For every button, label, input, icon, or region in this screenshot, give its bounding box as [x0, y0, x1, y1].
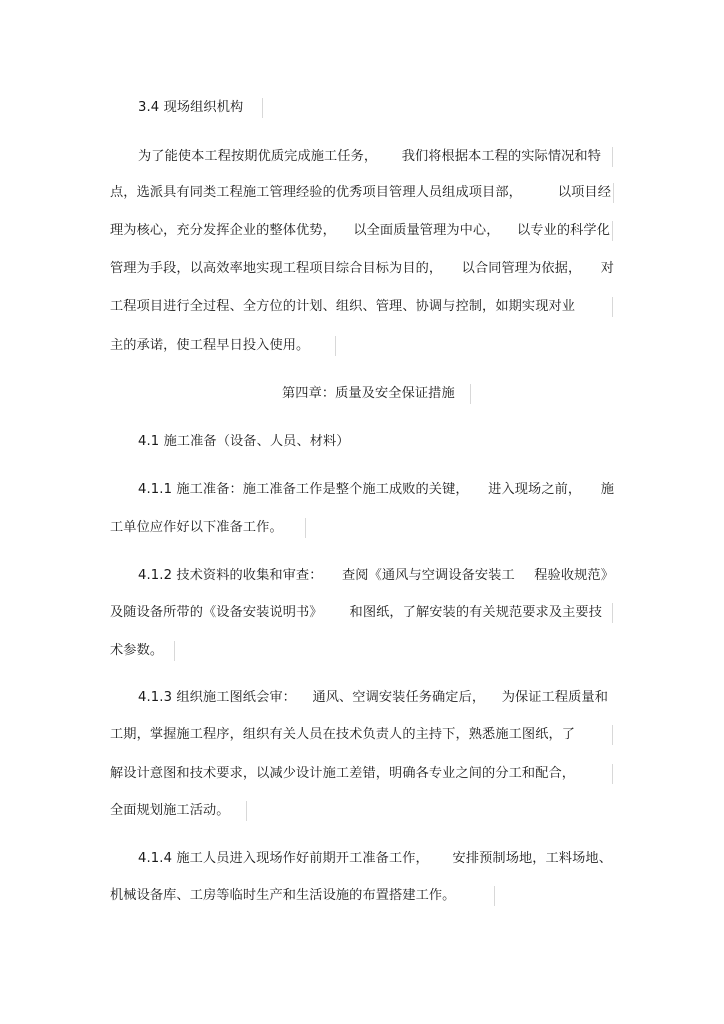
- text-segment: 通风、空调安装任务确定后，: [312, 690, 486, 705]
- text-segment: 查阅《通风与空调设备安装工: [342, 568, 515, 583]
- text-segment: 及随设备所带的《设备安装说明书》: [110, 605, 323, 620]
- text-segment: 以项目经: [557, 185, 611, 200]
- paragraph-line: 解设计意图和技术要求，以减少设计施工差错，明确各专业之间的分工和配合，: [110, 766, 576, 781]
- scan-tick: [470, 384, 471, 404]
- scan-tick: [612, 603, 613, 623]
- paragraph-line: [110, 184, 611, 202]
- text-segment: 以全面质量管理为中心，: [353, 223, 500, 238]
- text-segment: 4.1.1 施工准备：施工准备工作是整个施工成败的关键，: [138, 482, 469, 497]
- paragraph-line: [138, 850, 612, 868]
- text-segment: 管理为手段，以高效率地实现工程项目综合目标为目的，: [110, 261, 443, 276]
- scan-tick: [494, 886, 495, 906]
- paragraph-line: 机械设备库、工房等临时生产和生活设施的布置搭建工作。: [110, 888, 456, 903]
- paragraph-line: 工单位应作好以下准备工作。: [110, 520, 283, 535]
- text-segment: 4.1.2 技术资料的收集和审查：: [138, 568, 323, 583]
- scan-tick: [612, 725, 613, 745]
- text-segment: 以专业的科学化: [516, 223, 610, 238]
- paragraph-line: [138, 689, 608, 707]
- scan-tick: [612, 297, 613, 317]
- scan-tick: [612, 764, 613, 784]
- scan-tick: [262, 98, 263, 118]
- section-heading-4-1: 4.1 施工准备（设备、人员、材料）: [138, 434, 350, 449]
- text-segment: 程验收规范》: [534, 568, 614, 583]
- paragraph-line: 工期，掌握施工程序，组织有关人员在技术负责人的主持下，熟悉施工图纸，了: [110, 727, 576, 742]
- scan-tick: [305, 518, 306, 538]
- text-segment: 以合同管理为依据，: [461, 261, 582, 276]
- text-segment: 4.1.4 施工人员进入现场作好前期开工准备工作，: [138, 851, 429, 866]
- text-segment: 4.1.3 组织施工图纸会审：: [138, 690, 296, 705]
- text-segment: 安排预制场地，工料场地、: [452, 851, 612, 866]
- paragraph-line: [110, 604, 602, 622]
- text-segment: 施: [600, 482, 614, 497]
- text-segment: 对: [600, 261, 614, 276]
- scan-tick: [612, 221, 613, 241]
- scan-tick: [612, 147, 613, 167]
- paragraph-line: [138, 481, 614, 499]
- paragraph-line: 主的承诺，使工程早日投入使用。: [110, 338, 310, 353]
- text-segment: 理为核心，充分发挥企业的整体优势，: [110, 223, 336, 238]
- text-segment: 为保证工程质量和: [501, 690, 608, 705]
- paragraph-line: [110, 222, 610, 240]
- paragraph-line: [138, 567, 614, 585]
- paragraph-line: [138, 148, 601, 166]
- text-segment: 为了能使本工程按期优质完成施工任务，: [138, 149, 378, 164]
- text-segment: 和图纸，了解安装的有关规范要求及主要技: [349, 605, 602, 620]
- text-segment: 点，选派具有同类工程施工管理经验的优秀项目管理人员组成项目部，: [110, 185, 522, 200]
- paragraph-line: 工程项目进行全过程、全方位的计划、组织、管理、协调与控制，如期实现对业: [110, 299, 576, 314]
- paragraph-line: 术参数。: [110, 643, 164, 658]
- scan-tick: [335, 336, 336, 356]
- chapter-title: 第四章：质量及安全保证措施: [282, 386, 455, 401]
- scan-tick: [246, 801, 247, 821]
- text-segment: 进入现场之前，: [488, 482, 582, 497]
- paragraph-line: [110, 260, 614, 278]
- scan-tick: [174, 641, 175, 661]
- section-heading-3-4: 3.4 现场组织机构: [138, 100, 244, 115]
- text-segment: 我们将根据本工程的实际情况和特: [401, 149, 601, 164]
- paragraph-line: 全面规划施工活动。: [110, 803, 230, 818]
- scan-tick: [613, 183, 614, 203]
